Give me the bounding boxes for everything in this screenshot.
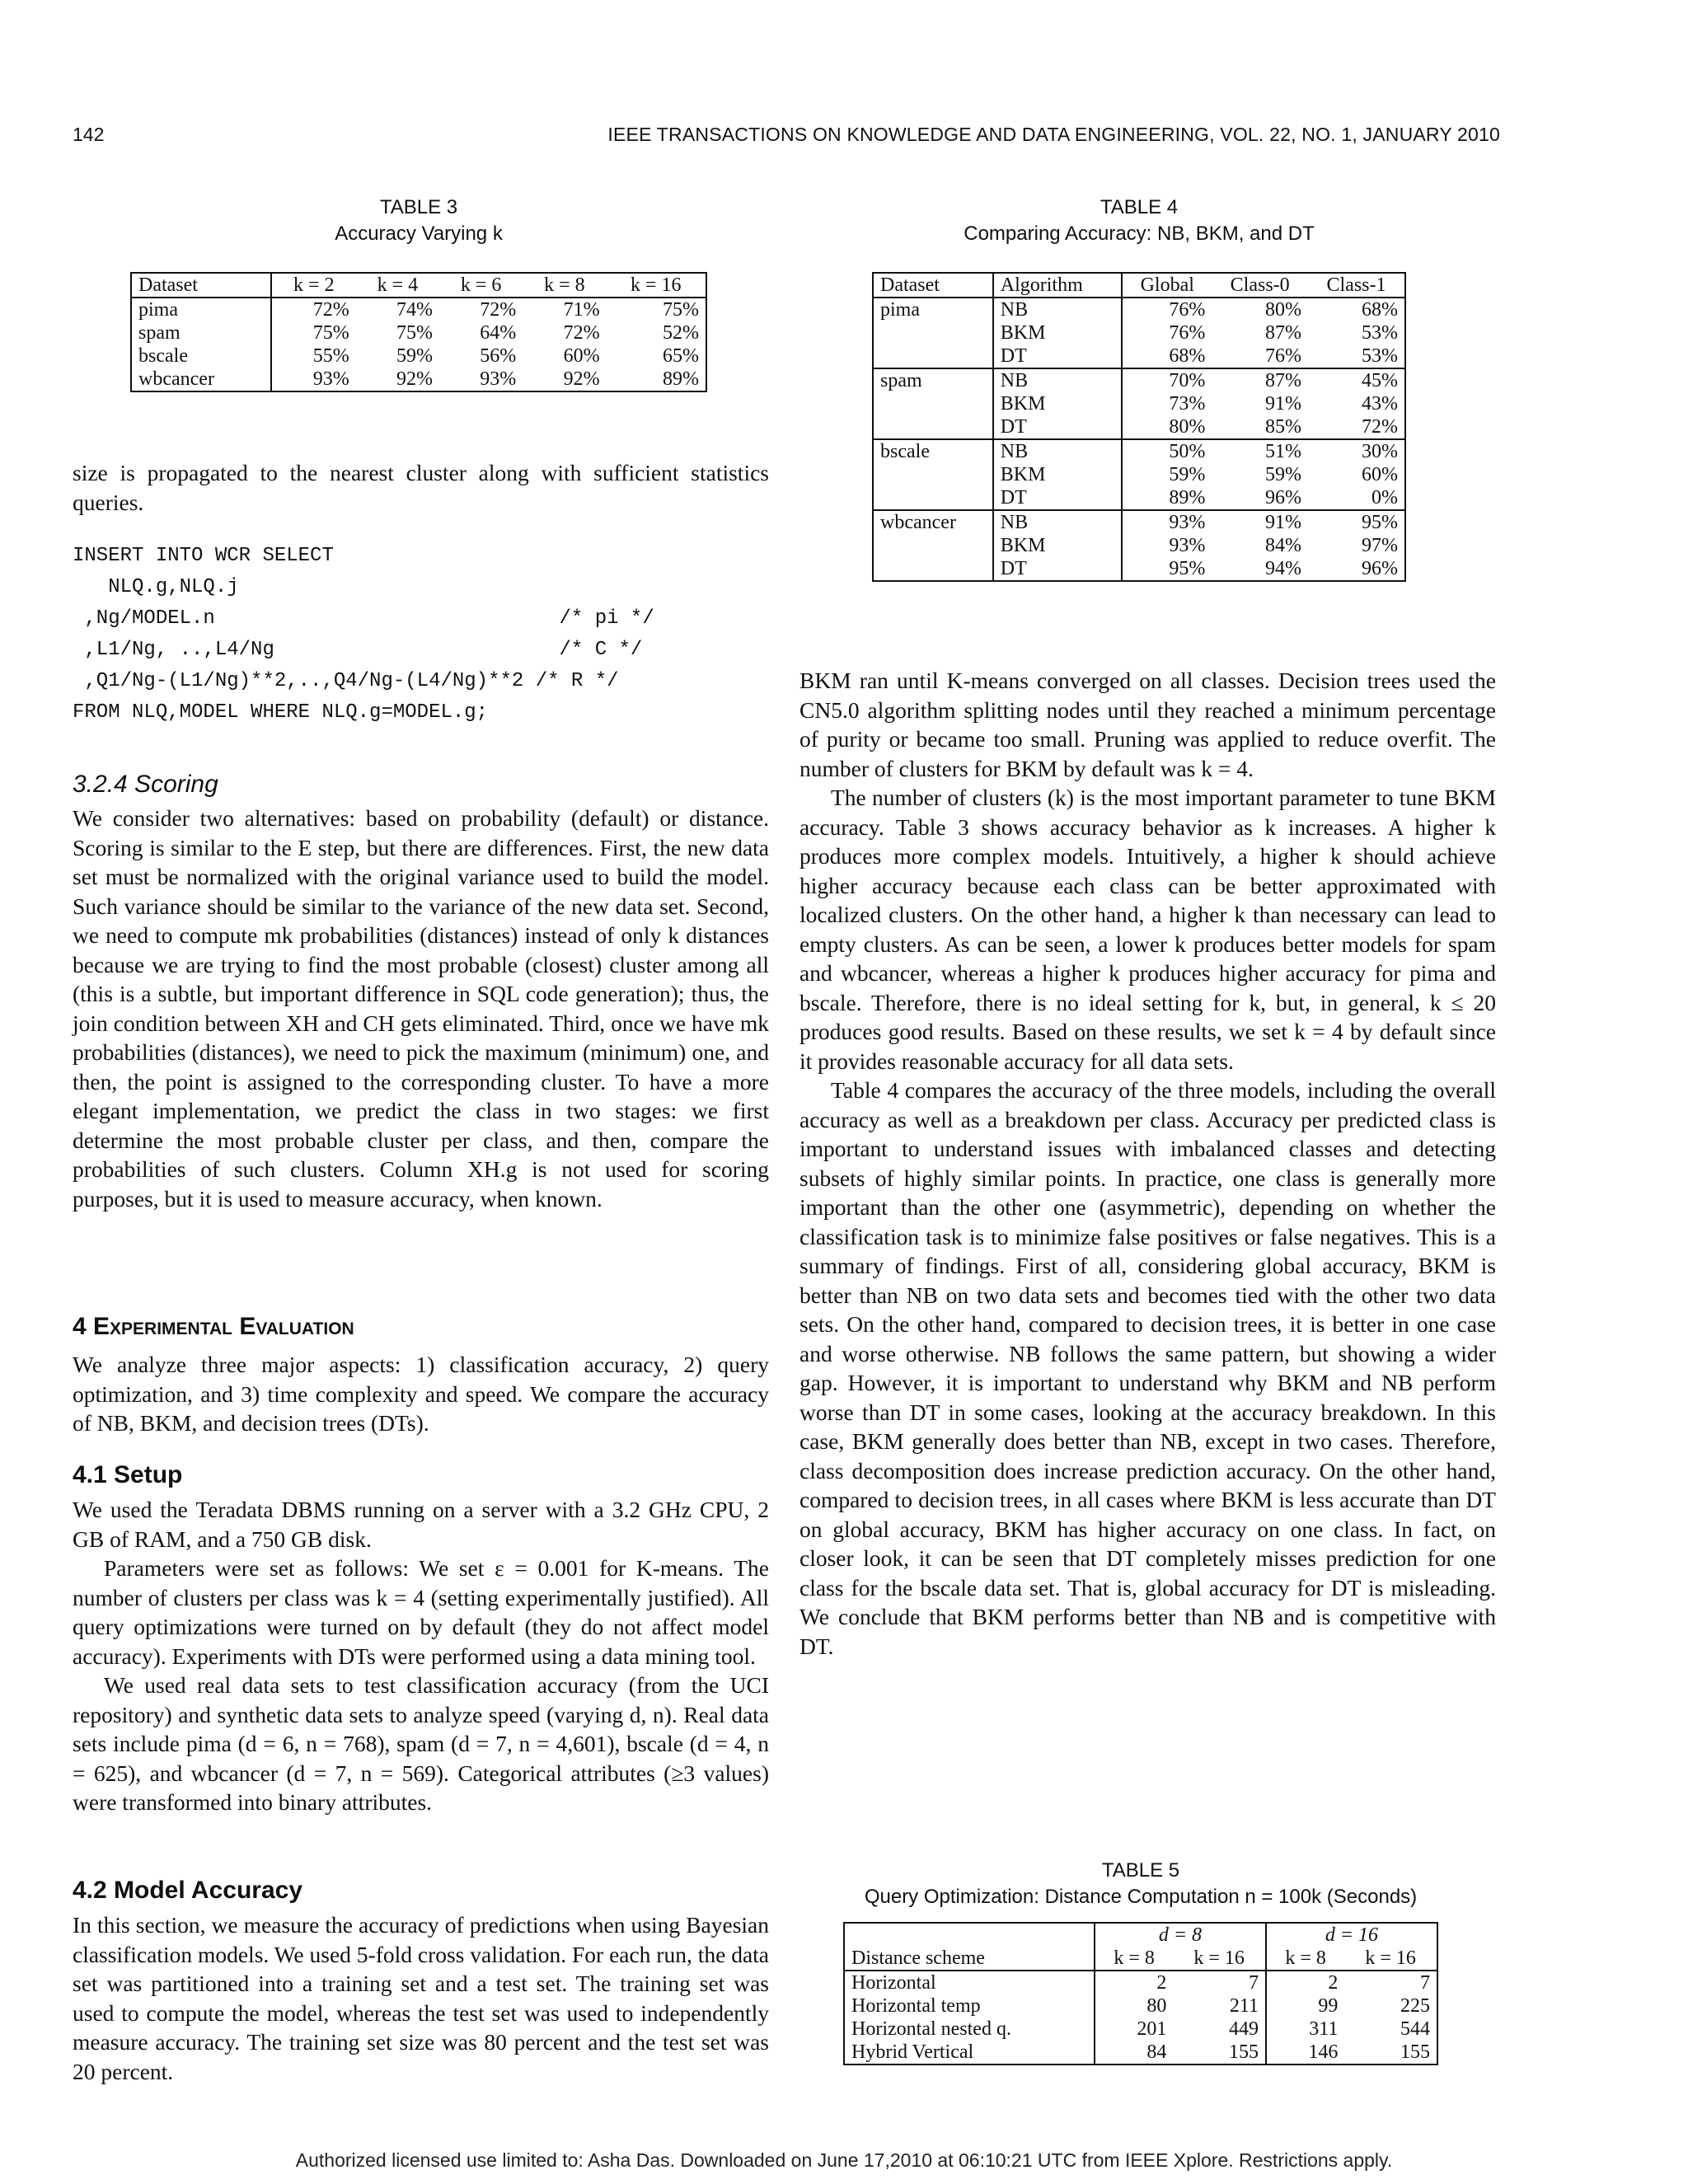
table4-cell: 96%: [1362, 558, 1398, 579]
table3-cell: 72%: [480, 299, 517, 321]
section4-heading-text: 4 Experimental Evaluation: [73, 1313, 354, 1340]
table4-cell: 80%: [1264, 299, 1301, 321]
table4-cell: 30%: [1308, 439, 1405, 463]
table3-caption: [130, 194, 707, 247]
table5-cell: 2: [1328, 1972, 1339, 1994]
table4-cell: DT: [993, 415, 1122, 439]
table3-cell: 65%: [663, 345, 699, 367]
table5-cell: 211: [1173, 1994, 1266, 2018]
table5-header: k = 16: [1344, 1947, 1437, 1971]
table4-header: Global: [1122, 273, 1212, 298]
table4-cell: 51%: [1212, 439, 1308, 463]
table4-header: Dataset: [873, 273, 993, 298]
table5-cell: 146: [1308, 2041, 1339, 2063]
table3: [130, 272, 707, 392]
section4-paragraph: [73, 1350, 769, 1438]
table3-cell: spam: [131, 321, 271, 344]
code-line: INSERT INTO WCR SELECT: [73, 545, 334, 567]
table3-cell: pima: [131, 298, 271, 321]
table4-cell: 68%: [1169, 345, 1206, 367]
table5-cell: 155: [1400, 2041, 1430, 2063]
table3-cell: 60%: [563, 345, 600, 367]
table3-header: k = 16: [607, 273, 706, 298]
table3-cell: 93%: [312, 368, 349, 390]
table5-group-header: d = 16: [1325, 1924, 1379, 1946]
table3-cell: 59%: [396, 345, 433, 367]
table3-cell: 89%: [663, 368, 699, 390]
table5-cell: 155: [1173, 2041, 1266, 2064]
table-row: [131, 368, 706, 391]
table4-cell: 76%: [1169, 322, 1206, 344]
table3-cell: 74%: [396, 299, 433, 321]
table4-dataset: wbcancer: [873, 510, 993, 581]
accuracy-paragraph: [73, 1910, 769, 2086]
code-line: ,L1/Ng, ..,L4/Ng /* C */: [73, 639, 643, 661]
table4-cell: NB: [993, 510, 1122, 534]
table4-cell: 73%: [1169, 393, 1206, 415]
table-row: [844, 1994, 1437, 2018]
table5-group-header: d = 8: [1095, 1923, 1266, 1947]
table3-cell: 93%: [480, 368, 517, 390]
table5-header: k = 16: [1173, 1947, 1266, 1971]
table3-header: k = 8: [523, 273, 606, 298]
table4-cell: 43%: [1362, 393, 1398, 415]
table5-title: Query Optimization: Distance Computation n = 100k (Seconds): [864, 1886, 1418, 1908]
table4-cell: BKM: [993, 463, 1122, 486]
table4-header: Algorithm: [993, 273, 1122, 298]
scoring-text: We consider two alternatives: based on probability (default) or distance. Scoring is similar to the E step, but there are differences. First, the new data set must be normalized with the original variance used to build the model. Such variance should be similar to the variance of the new data set. Second, we need to compute mk probabilities (distances) instead of only k distances because we are trying to find the most probable (closest) cluster among all (this is a subtle, but important difference in SQL code generation); thus, the join condition between XH and CH gets eliminated. Third, once we have mk probabilities (distances), we need to pick the maximum (minimum) one, and then, the point is assigned to the corresponding cluster. To have a more elegant implementation, we predict the class in two stages: we first determine the most probable cluster per class, and then, compare the probabilities of such clusters. Column XH.g is not used for scoring purposes, but it is used to measure accuracy, when known.: [73, 805, 769, 1212]
table3-cell: 64%: [480, 322, 517, 344]
setup-text-3: We used real data sets to test classification accuracy (from the UCI repository) and synthetic data sets to analyze speed (varying d, n). Real data sets include pima (d = 6, n = 768), spam (d = 7, n = 4,601), bscale (d = 4, n = 625), and wbcancer (d = 7, n = 569). Categorical attributes (≥3 values) were transformed into binary attributes.: [73, 1672, 769, 1815]
table4-cell: 91%: [1212, 510, 1308, 534]
table4-cell: 76%: [1169, 299, 1206, 321]
table3-header: k = 6: [439, 273, 523, 298]
table5-cell: 201: [1137, 2018, 1167, 2040]
table-row: [873, 439, 1405, 463]
table4-dataset: pima: [873, 298, 993, 368]
sql-code-block: [73, 541, 724, 729]
table-row: [131, 298, 706, 321]
table5-header: Distance scheme: [844, 1947, 1095, 1971]
table4-cell: 93%: [1169, 535, 1206, 556]
table3-cell: 72%: [563, 322, 600, 344]
table4-cell: 80%: [1169, 416, 1206, 438]
table4-cell: 45%: [1308, 368, 1405, 392]
table4-cell: 59%: [1169, 464, 1206, 485]
table4: [872, 272, 1406, 582]
table5-label: TABLE 5: [1101, 1859, 1180, 1882]
table-row: [844, 2041, 1437, 2064]
table4-cell: 70%: [1122, 368, 1212, 392]
code-line: ,Ng/MODEL.n /* pi */: [73, 607, 654, 630]
table5-cell: 544: [1400, 2018, 1430, 2040]
table4-cell: DT: [993, 344, 1122, 368]
table4-cell: 60%: [1362, 464, 1398, 485]
table5-cell: 84: [1146, 2041, 1167, 2063]
table3-cell: 55%: [312, 345, 349, 367]
table5-cell: Horizontal nested q.: [844, 2018, 1095, 2041]
table4-cell: DT: [993, 486, 1122, 510]
setup-paragraphs: [73, 1495, 769, 1817]
table4-cell: 89%: [1169, 487, 1206, 509]
table4-cell: NB: [993, 298, 1122, 321]
table4-cell: 76%: [1264, 345, 1301, 367]
table4-cell: 91%: [1264, 393, 1301, 415]
table4-cell: NB: [993, 439, 1122, 463]
table5-cell: 449: [1173, 2018, 1266, 2041]
table4-cell: 53%: [1362, 322, 1398, 344]
code-line: FROM NLQ,MODEL WHERE NLQ.g=MODEL.g;: [73, 701, 489, 724]
journal-header: IEEE TRANSACTIONS ON KNOWLEDGE AND DATA ENGINEERING, VOL. 22, NO. 1, JANUARY 2010: [607, 124, 1500, 145]
table3-cell: 72%: [312, 299, 349, 321]
setup-text-2: Parameters were set as follows: We set ε = 0.001 for K-means. The number of clusters per class was k = 4 (setting experimentally justified). All query optimizations were turned on by default (they do not affect model accuracy). Experiments with DTs were performed using a data mining tool.: [73, 1555, 769, 1669]
setup-heading: 4.1 Setup: [73, 1461, 183, 1488]
section4-heading: [73, 1313, 354, 1341]
table4-label: TABLE 4: [1100, 196, 1179, 218]
table5-caption: [742, 1858, 1540, 1910]
right-text-3: Table 4 compares the accuracy of the three models, including the overall accuracy as well as a breakdown per class. Accuracy per predicted class is important to understand issues with imbalanced classes and detecting subsets of highly similar points. In practice, one class is generally more important than the other one (asymmetric), depending on whether the classification task is to minimize false positives or false negatives. This is a summary of findings. First of all, considering global accuracy, BKM is better than NB on two data sets and becomes tied with the other two data sets. On the other hand, compared to decision trees, it is better in one case and worse otherwise. NB follows the same pattern, but showing a wider gap. However, it is important to understand why BKM and NB perform worse than DT in some cases, looking at the accuracy breakdown. In this case, BKM generally does better than NB, except in two cases. Therefore, class decomposition does increase prediction accuracy. On the other hand, compared to decision trees, in all cases where BKM is less accurate than DT on global accuracy, BKM has higher accuracy on one class. In fact, on closer look, it can be seen that DT completely misses prediction for one class for the bscale data set. That is, global accuracy for DT is misleading. We conclude that BKM performs better than NB and is competitive with DT.: [799, 1077, 1496, 1659]
table3-title: Accuracy Varying k: [335, 223, 503, 245]
code-line: ,Q1/Ng-(L1/Ng)**2,..,Q4/Ng-(L4/Ng)**2 /* R */: [73, 670, 619, 692]
table3-cell: 56%: [480, 345, 517, 367]
table4-cell: BKM: [993, 321, 1122, 344]
page-number: 142: [73, 124, 105, 145]
table4-cell: 85%: [1264, 416, 1301, 438]
table5-cell: 99: [1318, 1995, 1339, 2017]
table4-cell: 84%: [1264, 535, 1301, 556]
scoring-paragraph: [73, 804, 769, 1213]
table4-title: Comparing Accuracy: NB, BKM, and DT: [964, 223, 1315, 245]
table-row: [844, 1971, 1437, 1994]
table3-header: k = 4: [356, 273, 439, 298]
setup-text-1: We used the Teradata DBMS running on a server with a 3.2 GHz CPU, 2 GB of RAM, and a 750 GB disk.: [73, 1497, 769, 1552]
table3-header: Dataset: [131, 273, 271, 298]
table5-cell: 7: [1420, 1972, 1430, 1994]
scoring-heading: 3.2.4 Scoring: [73, 771, 218, 798]
table-row: [844, 2018, 1437, 2041]
table3-cell: 92%: [396, 368, 433, 390]
table4-cell: BKM: [993, 392, 1122, 415]
table4-cell: DT: [993, 557, 1122, 581]
right-text-1: BKM ran until K-means converged on all classes. Decision trees used the CN5.0 algorithm splitting nodes until they reached a minimum percentage of purity or became too small. Pruning was applied to reduce overfit. The number of clusters for BKM by default was k = 4.: [799, 668, 1496, 781]
table4-cell: 72%: [1362, 416, 1398, 438]
code-line: NLQ.g,NLQ.j: [73, 576, 239, 598]
table4-cell: 87%: [1212, 368, 1308, 392]
table3-label: TABLE 3: [379, 196, 458, 218]
table3-cell: 75%: [663, 299, 699, 321]
table3-cell: 71%: [563, 299, 600, 321]
table4-cell: 93%: [1122, 510, 1212, 534]
table5: [843, 1922, 1438, 2065]
table3-cell: 52%: [663, 322, 699, 344]
table5-cell: 2: [1156, 1972, 1167, 1994]
table4-cell: 50%: [1122, 439, 1212, 463]
table3-header: k = 2: [271, 273, 356, 298]
table4-cell: NB: [993, 368, 1122, 392]
table4-cell: 96%: [1264, 487, 1301, 509]
accuracy-heading: 4.2 Model Accuracy: [73, 1877, 303, 1904]
table5-header: k = 8: [1095, 1947, 1173, 1971]
table-row: [131, 321, 706, 344]
table4-dataset: spam: [873, 368, 993, 439]
right-column-text: [799, 666, 1496, 1661]
table5-cell: 7: [1173, 1971, 1266, 1994]
table5-cell: 80: [1146, 1995, 1167, 2017]
table4-cell: 97%: [1362, 535, 1398, 556]
table-row: [873, 510, 1405, 534]
table4-cell: 94%: [1264, 558, 1301, 579]
section4-text: We analyze three major aspects: 1) classification accuracy, 2) query optimization, and 3) time complexity and speed. We compare the accuracy of NB, BKM, and decision trees (DTs).: [73, 1352, 769, 1436]
table4-header: Class-1: [1308, 273, 1405, 298]
table3-cell: 75%: [312, 322, 349, 344]
license-footer: Authorized licensed use limited to: Asha Das. Downloaded on June 17,2010 at 06:10:21 UTC from IEEE Xplore. Restrictions apply.: [295, 2149, 1393, 2171]
table4-header: Class-0: [1212, 273, 1308, 298]
table5-cell: Horizontal temp: [844, 1994, 1095, 2018]
table-row: [873, 298, 1405, 321]
table4-cell: 87%: [1264, 322, 1301, 344]
table4-cell: 0%: [1372, 487, 1398, 509]
table3-cell: 75%: [396, 322, 433, 344]
intro-paragraph: [73, 458, 769, 517]
accuracy-text: In this section, we measure the accuracy of predictions when using Bayesian classification models. We used 5-fold cross validation. For each run, the data set was partitioned into a training set and a test set. The training set was used to compute the model, whereas the test set was used to independently measure accuracy. The training set size was 80 percent and the test set was 20 percent.: [73, 1912, 769, 2084]
table3-cell: 92%: [563, 368, 600, 390]
intro-text: size is propagated to the nearest cluster along with sufficient statistics queries.: [73, 460, 769, 515]
table4-dataset: bscale: [873, 439, 993, 510]
table5-cell: Hybrid Vertical: [844, 2041, 1095, 2064]
table4-cell: 59%: [1264, 464, 1301, 485]
table3-cell: bscale: [131, 344, 271, 368]
table5-cell: 311: [1309, 2018, 1339, 2040]
table-row: [131, 344, 706, 368]
table4-cell: BKM: [993, 534, 1122, 557]
table5-cell: Horizontal: [844, 1971, 1095, 1994]
table4-cell: 95%: [1308, 510, 1405, 534]
table5-header: k = 8: [1266, 1947, 1344, 1971]
table3-cell: wbcancer: [131, 368, 271, 391]
right-text-2: The number of clusters (k) is the most important parameter to tune BKM accuracy. Table 3 shows accuracy behavior as k increases. A higher k produces more complex models. Intuitively, a higher k should achieve higher accuracy because each class can be better approximated with localized clusters. On the other hand, a higher k than necessary can lead to empty clusters. As can be seen, a lower k produces better models for spam and wbcancer, whereas a higher k produces higher accuracy for pima and bscale. Therefore, there is no ideal setting for k, but, in general, k ≤ 20 produces good results. Based on these results, we set k = 4 by default since it provides reasonable accuracy for all data sets.: [799, 785, 1496, 1074]
table-row: [873, 368, 1405, 392]
table4-cell: 53%: [1362, 345, 1398, 367]
table4-cell: 68%: [1362, 299, 1398, 321]
table5-cell: 225: [1400, 1995, 1430, 2017]
table4-cell: 95%: [1169, 558, 1206, 579]
table4-caption: [872, 194, 1406, 247]
